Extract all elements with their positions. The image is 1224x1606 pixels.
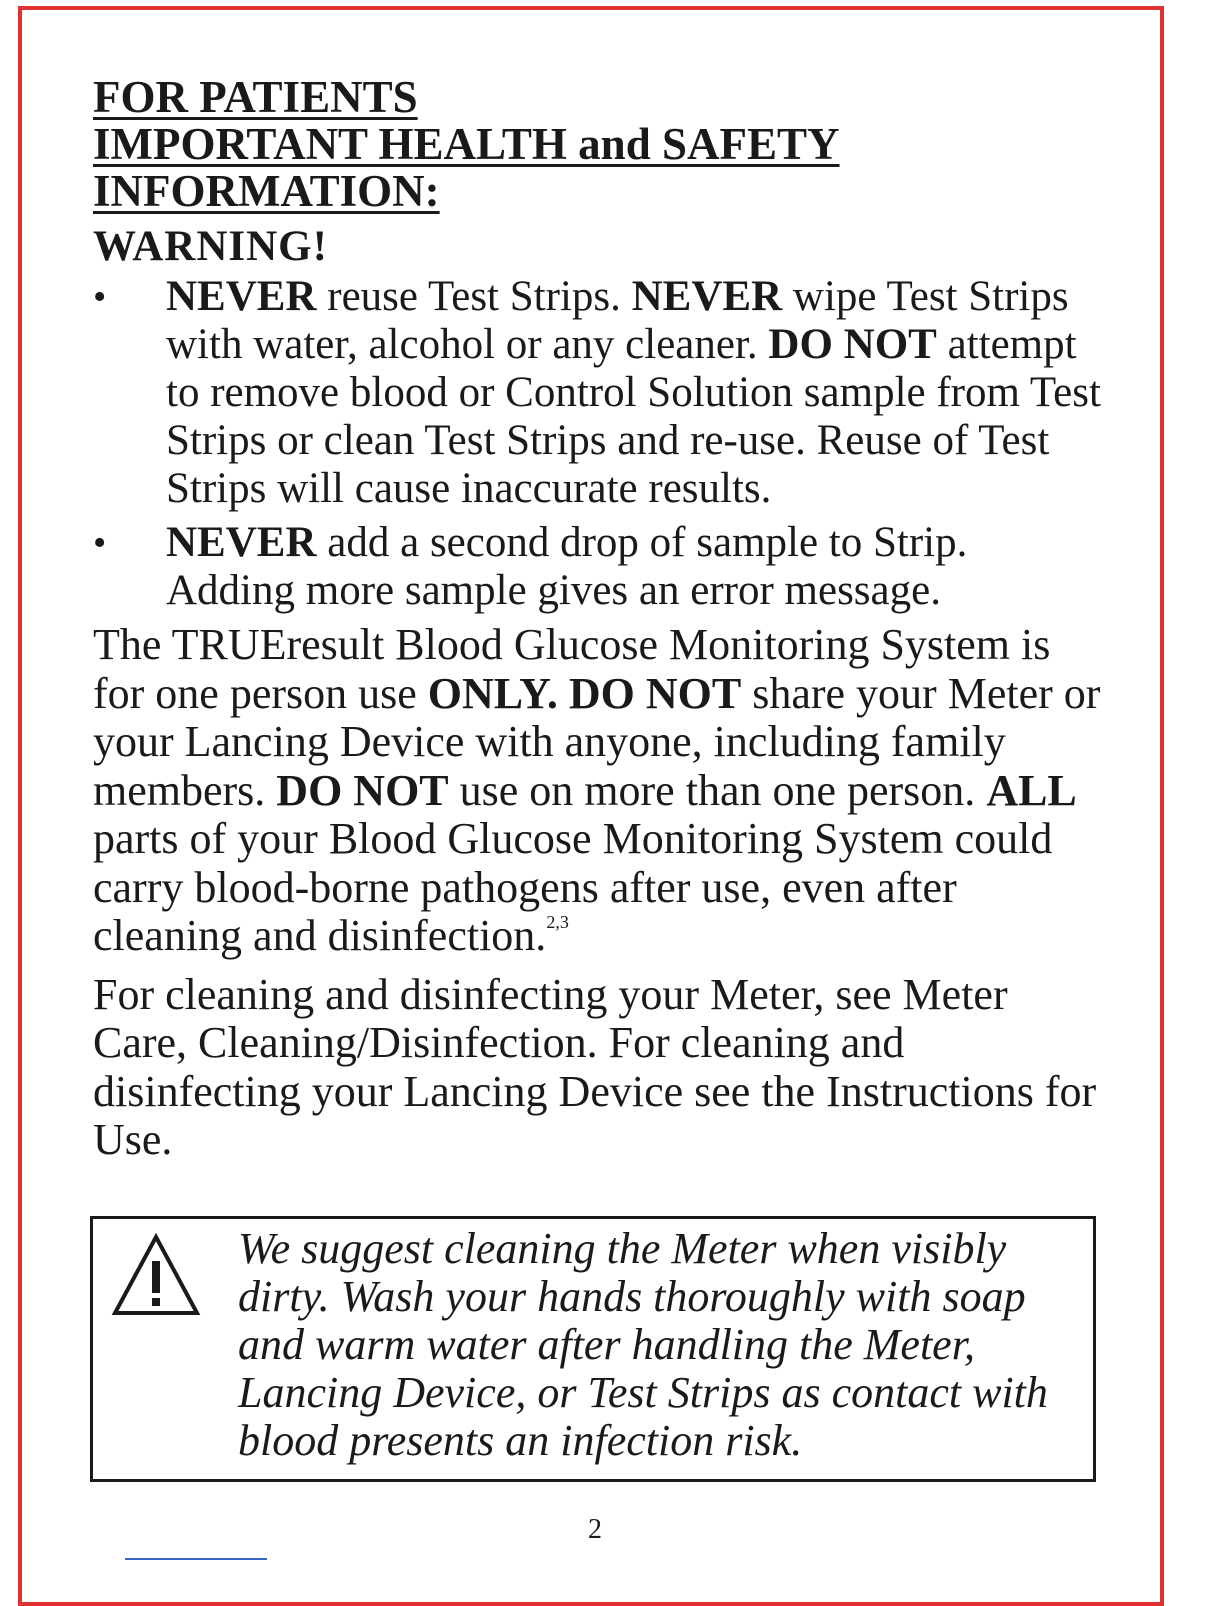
warning-list	[93, 273, 1103, 615]
footer-rule	[125, 1558, 267, 1560]
warning-triangle-icon	[111, 1233, 201, 1317]
single-use-paragraph	[93, 621, 1103, 961]
heading-line-3: INFORMATION:	[93, 166, 440, 216]
reference-superscript: 2,3	[546, 912, 569, 932]
paragraph-text: use on more than one person.	[448, 765, 987, 815]
heading-line-1: FOR PATIENTS	[93, 72, 418, 122]
list-item	[93, 273, 1103, 513]
paragraph-text: share your Meter or your Lancing Device with anyone, including family members.	[93, 668, 1101, 815]
page-content	[93, 74, 1103, 1165]
bullet-text: add a second drop of sample to Strip. Adding more sample gives an error message.	[166, 519, 968, 614]
caution-text: We suggest cleaning the Meter when visibly dirty. Wash your hands thoroughly with soap and warm water after handling the Meter, Lancing Device, or Test Strips as contact with blood presents an infection risk.	[238, 1224, 1048, 1465]
bullet-text: wipe Test Strips with water, alcohol or any cleaner.	[166, 273, 1069, 368]
emphasis: DO NOT	[768, 321, 937, 368]
emphasis: NEVER	[166, 519, 317, 566]
heading-line-2: IMPORTANT HEALTH and SAFETY	[93, 119, 840, 169]
paragraph-text: The TRUEresult Blood Glucose Monitoring System is for one person use	[93, 620, 1051, 718]
emphasis: NEVER	[166, 273, 317, 320]
section-heading	[93, 74, 1103, 215]
paragraph-text: parts of your Blood Glucose Monitoring System could carry blood-borne pathogens after use, even after cleaning and disinfection.	[93, 814, 1053, 960]
page-number: 2	[588, 1514, 602, 1545]
bullet-text: attempt to remove blood or Control Solution sample from Test Strips or clean Test Strips and re-use. Reuse of Test Strips will cause inaccurate results.	[166, 321, 1101, 512]
bullet-icon: •	[93, 522, 107, 564]
cleaning-paragraph: For cleaning and disinfecting your Meter, see Meter Care, Cleaning/Disinfection. For cleaning and disinfecting your Lancing Device see the Instructions for Use.	[93, 969, 1097, 1164]
bullet-text: reuse Test Strips.	[316, 273, 632, 320]
emphasis: DO NOT	[276, 765, 449, 815]
emphasis: NEVER	[631, 273, 783, 320]
emphasis: ONLY. DO NOT	[427, 668, 742, 718]
warning-label: WARNING!	[93, 223, 328, 270]
bullet-icon: •	[93, 276, 107, 318]
list-item	[93, 519, 1103, 615]
caution-box	[90, 1216, 1096, 1482]
emphasis: ALL	[986, 765, 1077, 815]
